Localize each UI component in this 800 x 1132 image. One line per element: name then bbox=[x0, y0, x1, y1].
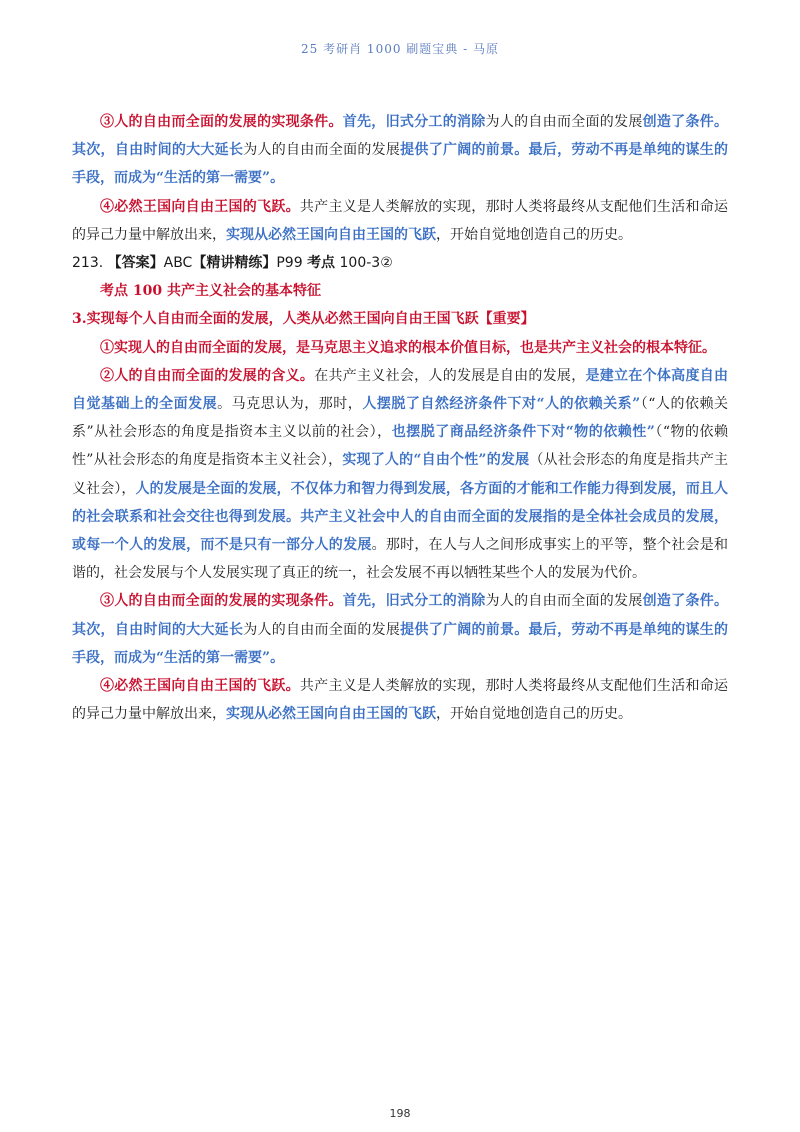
text-emphasis: 自由时间的大大延长 bbox=[114, 621, 244, 638]
page-content bbox=[72, 108, 728, 728]
text-emphasis: 实现从必然王国向自由王国的飞跃 bbox=[226, 706, 436, 723]
text-emphasis: 提供了广阔的前景。最后，劳动不再是单纯的谋生的手段，而成为“生活的第一需要”。 bbox=[72, 621, 729, 666]
text-emphasis: 创造了条件。其次， bbox=[72, 114, 729, 159]
answer-line bbox=[72, 249, 728, 277]
answer-value: ABC bbox=[163, 255, 193, 272]
text-plain: （从社会形态的角度是指共产主义社会）， bbox=[72, 452, 729, 497]
text-emphasis: 也摆脱了商品经济条件下对“物的依赖性” bbox=[391, 424, 655, 441]
text-plain: 在共产主义社会，人的发展是自由的发展， bbox=[314, 367, 586, 384]
kaodian-ref: 100-3② bbox=[339, 255, 393, 272]
text-emphasis: 人的发展是全面的发展，不仅体力和智力得到发展，各方面的才能和工作能力得到发展，而且人的社会联系和社会交往也得到发展。共产主义社会中人的自由而全面的发展指的是全体社会成员的发展，或每一个人的发展，而不是只有一部分人的发展 bbox=[72, 480, 729, 554]
condition-heading: ③人的自由而全面的发展的实现条件。 bbox=[100, 593, 343, 610]
text-plain: 为人的自由而全面的发展 bbox=[485, 593, 643, 610]
kaodian-title: 考点 100 共产主义社会的基本特征 bbox=[100, 283, 321, 300]
condition-heading: ③人的自由而全面的发展的实现条件。 bbox=[100, 114, 343, 130]
meaning-heading: ②人的自由而全面的发展的含义。 bbox=[100, 367, 315, 384]
text-plain: 为人的自由而全面的发展 bbox=[243, 621, 401, 638]
feature-paragraph: ①实现人的自由而全面的发展，是马克思主义追求的根本价值目标，也是共产主义社会的根本特征。 bbox=[100, 339, 716, 356]
text-emphasis: 首先， bbox=[342, 593, 386, 610]
section-subtitle: 3.实现每个人自由而全面的发展，人类从必然王国向自由王国飞跃【重要】 bbox=[72, 311, 535, 328]
text-plain: 为人的自由而全面的发展 bbox=[485, 114, 643, 130]
text-emphasis: 实现了人的“自由个性”的发展 bbox=[342, 452, 530, 469]
leap-paragraph bbox=[72, 672, 728, 728]
text-emphasis: 旧式分工的消除 bbox=[385, 593, 486, 610]
text-plain: ，开始自觉地创造自己的历史。 bbox=[436, 226, 632, 243]
leap-heading: ④必然王国向自由王国的飞跃。 bbox=[100, 198, 300, 215]
meaning-paragraph bbox=[72, 362, 728, 588]
text-emphasis: 首先， bbox=[342, 114, 386, 130]
jiangjie-tag: 【精讲精练】 bbox=[192, 255, 277, 272]
question-number: 213. bbox=[72, 255, 104, 272]
condition-paragraph bbox=[72, 587, 728, 672]
page-ref: P99 bbox=[276, 255, 303, 272]
page-number: 198 bbox=[389, 1107, 411, 1120]
leap-heading: ④必然王国向自由王国的飞跃。 bbox=[100, 678, 300, 695]
text-emphasis: 是建立在个体高度自由自觉基础上的全面发展 bbox=[72, 367, 729, 413]
text-plain: 。那时，在人与人之间形成事实上的平等，整个社会是和谐的，社会发展与个人发展实现了真正的统一，社会发展不再以牺牲某些个人的发展为代价。 bbox=[72, 537, 729, 582]
answer-tag: 【答案】 bbox=[107, 255, 164, 272]
text-plain: 共产主义是人类解放的实现，那时人类将最终从支配他们生活和命运的异己力量中解放出来， bbox=[72, 198, 728, 243]
text-plain: ，开始自觉地创造自己的历史。 bbox=[436, 706, 632, 723]
text-emphasis: 旧式分工的消除 bbox=[385, 114, 486, 130]
text-plain: （“人的依赖关系”从社会形态的角度是指资本主义以前的社会）， bbox=[72, 396, 728, 441]
text-emphasis: 人摆脱了自然经济条件下对“人的依赖关系” bbox=[362, 396, 641, 413]
kaodian-word: 考点 bbox=[307, 255, 336, 272]
text-plain: 共产主义是人类解放的实现，那时人类将最终从支配他们生活和命运的异己力量中解放出来， bbox=[72, 678, 728, 723]
text-plain: （“物的依赖性”从社会形态的角度是指资本主义社会）， bbox=[72, 424, 728, 469]
text-plain: 。马克思认为，那时， bbox=[217, 396, 363, 413]
text-emphasis: 创造了条件。其次， bbox=[72, 593, 729, 638]
leap-paragraph bbox=[72, 193, 728, 249]
page-header: 25 考研肖 1000 刷题宝典 - 马原 bbox=[301, 42, 499, 56]
text-emphasis: 提供了广阔的前景。最后，劳动不再是单纯的谋生的手段，而成为“生活的第一需要”。 bbox=[72, 142, 729, 187]
text-emphasis: 实现从必然王国向自由王国的飞跃 bbox=[226, 226, 436, 243]
condition-paragraph bbox=[72, 108, 728, 193]
text-plain: 为人的自由而全面的发展 bbox=[243, 142, 401, 159]
text-emphasis: 自由时间的大大延长 bbox=[114, 142, 244, 159]
